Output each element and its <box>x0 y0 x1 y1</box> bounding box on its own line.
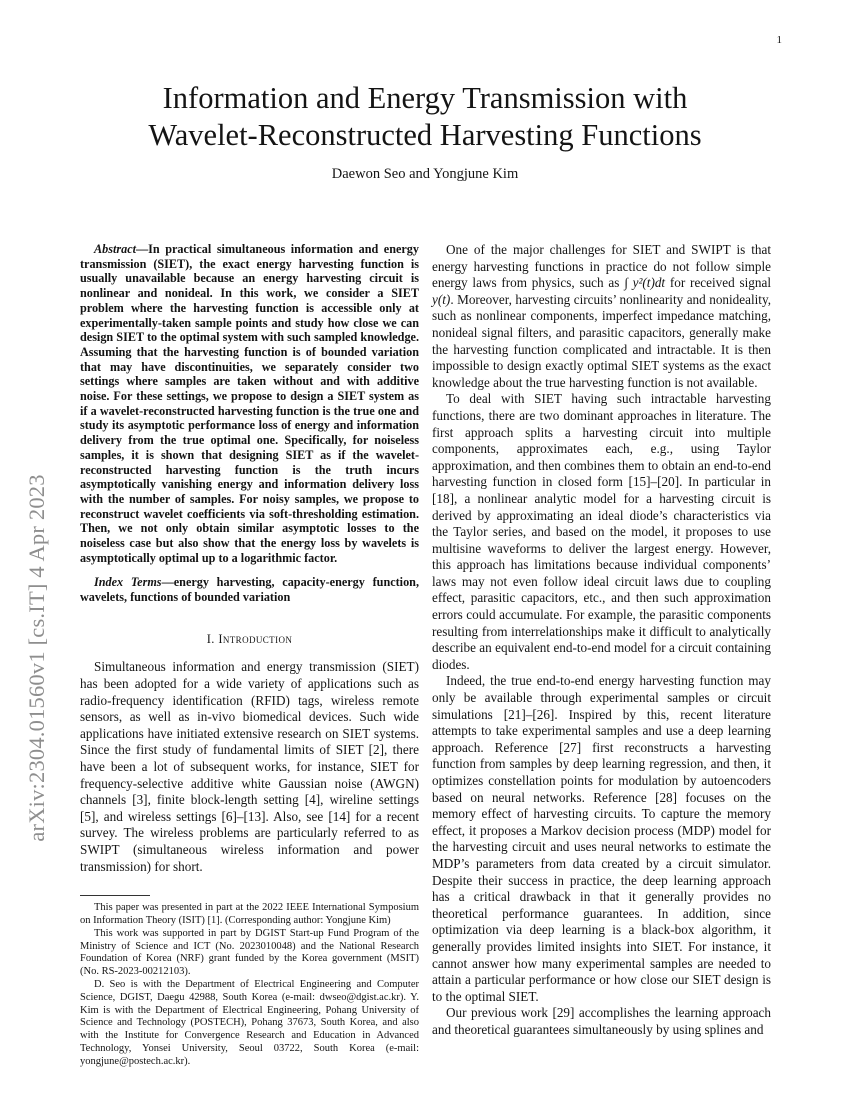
abstract <box>80 242 419 565</box>
index-terms <box>80 575 419 604</box>
title-line-2: Wavelet-Reconstructed Harvesting Functions <box>148 118 702 152</box>
page-number: 1 <box>776 34 782 46</box>
section-heading: I. Introduction <box>206 631 293 646</box>
intro-body <box>80 659 419 875</box>
right-p1-text-b: for received signal <box>665 275 772 291</box>
arxiv-stamp: arXiv:2304.01560v1 [cs.IT] 4 Apr 2023 <box>24 474 49 842</box>
energy-integral-formula: ∫ y²(t)dt <box>624 275 666 291</box>
footnote-rule <box>80 895 150 896</box>
abstract-text: —In practical simultaneous information and energy transmission (SIET), the exact energy harvesting function is usually unavailable because an energy harvesting circuit is nonlinear and nonideal. In this work, we consider a SIET problem where the harvesting function is accessible only at experimentally-taken sample points and study how close we can design SIET to the optimal system with such sampled knowledge. Assuming that the harvesting function is of bounded variation that may have discontinuities, we separately consider two settings where samples are taken without and with additive noise. For these settings, we propose to design a SIET system as if a wavelet-reconstructed harvesting function is the true one and study its asymptotic performance loss of energy and information delivery from the true optimal one. Specifically, for noiseless samples, it is shown that designing SIET as if the wavelet-reconstructed harvesting function is the truth incurs asymptotically vanishing energy and information delivery loss with the number of samples. For noisy samples, we propose to reconstruct wavelet coefficients via soft-thresholding estimation. Then, we not only obtain similar asymptotic losses to the noiseless case but also show that the energy loss by wavelets is asymptotically optimal up to a logarithmic factor. <box>80 242 419 565</box>
paper-title <box>60 80 790 154</box>
footnote-2: This work was supported in part by DGIST Start-up Fund Program of the Ministry of Science and ICT (No. 2023010048) and the National Research Foundation of Korea (NRF) grant funded by the Korea government (MSIT) (No. RS-2023-00212103). <box>80 927 419 978</box>
left-column <box>80 242 419 1069</box>
right-paragraph-4: Our previous work [29] accomplishes the learning approach and theoretical guarantees simultaneously by using splines and <box>432 1005 771 1037</box>
right-p1-text-c: . Moreover, harvesting circuits’ nonlinearity and nonideality, such as nonlinear components, imperfect impedance matching, nonideal signal filters, and parasitic capacitors, generally make the harvesting function complicated and intractable. It is then impossible to design exactly optimal SIET systems as the exact knowledge about the true harvesting function is not available. <box>432 291 771 390</box>
received-signal-variable: y(t) <box>432 291 451 307</box>
right-paragraph-3: Indeed, the true end-to-end energy harvesting function may only be available through experimental samples or circuit simulations [21]–[26]. Inspired by this, recent literature attempts to take experimental samples and use a deep learning approach. Reference [27] first reconstructs a harvesting function from samples by deep learning regression, and then, it optimizes constellation points for modulation by autoencoders based on neural networks. Reference [28] focuses on the memory effect of harvesting circuits. To capture the memory effect, it proposes a Markov decision process (MDP) model for the harvesting circuit and uses neural networks to estimate the MDP’s parameters from data created by a circuit simulator. Despite their success in practice, the deep learning approach has a critical drawback in that it generally provides no theoretical performance guarantees. In addition, since optimization via deep learning is a black-box algorithm, it generally provides limited insights into SIET. For instance, it cannot answer how many experimental samples are needed to attain a particular performance or how close our SIET design is to the optimal SIET. <box>432 673 771 1004</box>
intro-paragraph-1: Simultaneous information and energy transmission (SIET) has been adopted for a wide variety of applications such as radio-frequency identification (RFID) tags, wireless remote sensors, as well as in-vivo biomedical devices. Such wide applications have initiated extensive research on SIET systems. Since the first study of fundamental limits of SIET [2], there have been a lot of subsequent works, for instance, SIET for frequency-selective additive white Gaussian noise (AWGN) channels [3], finite block-length setting [4], wireline settings [5], and wireless settings [6]–[13]. Also, see [14] for a recent survey. The wireless problems are particularly referred to as SWIPT (simultaneous wireless information and power transmission) for short. <box>80 659 419 874</box>
right-column <box>432 242 771 1039</box>
title-line-1: Information and Energy Transmission with <box>162 81 688 115</box>
footnote-3: D. Seo is with the Department of Electrical Engineering and Computer Science, DGIST, Daegu 42988, South Korea (e-mail: dwseo@dgist.ac.kr). Y. Kim is with the Department of Electrical Engineering, Pohang University of Science and Technology (POSTECH), Pohang 37673, South Korea, and also with the Institute for Convergence Research and Education in Advanced Technology, Yonsei University, Seoul 03722, South Korea (e-mail: yongjune@postech.ac.kr). <box>80 978 419 1067</box>
authors: Daewon Seo and Yongjune Kim <box>331 166 519 182</box>
right-paragraph-2: To deal with SIET having such intractable harvesting functions, there are two dominant approaches in literature. The first approach splits a harvesting circuit into multiple components, approximates each, e.g., using Taylor approximation, and then combines them to obtain an end-to-end harvesting function in closed form [15]–[20]. In particular in [18], a nonlinear analytic model for a harvesting circuit is derived by approximating an ideal diode’s characteristics via the Taylor series, and based on the model, it proposes to use multisine waveforms to deliver the largest energy. However, this approach has limitations because individual components’ laws may not even follow ideal circuit laws due to coupling effect, parasitic capacitors, etc., and then such approximation errors could accumulate. For example, the parasitic components resulting from interrelationships make it difficult to analytically describe an equivalent end-to-end model for a circuit containing diodes. <box>432 391 771 672</box>
footnotes <box>80 902 419 1068</box>
index-terms-label: Index Terms <box>94 575 162 590</box>
abstract-label: Abstract <box>94 242 136 256</box>
footnote-1: This paper was presented in part at the 2022 IEEE International Symposium on Information Theory (ISIT) [1]. (Corresponding author: Yongjune Kim) <box>80 902 419 926</box>
index-terms-text: —energy harvesting, capacity-energy function, wavelets, functions of bounded variation <box>80 575 419 605</box>
right-paragraph-1 <box>432 242 771 391</box>
right-p1-text-a: One of the major challenges for SIET and SWIPT is that energy harvesting functions in practice do not follow simple energy laws from physics, such as <box>432 242 771 291</box>
